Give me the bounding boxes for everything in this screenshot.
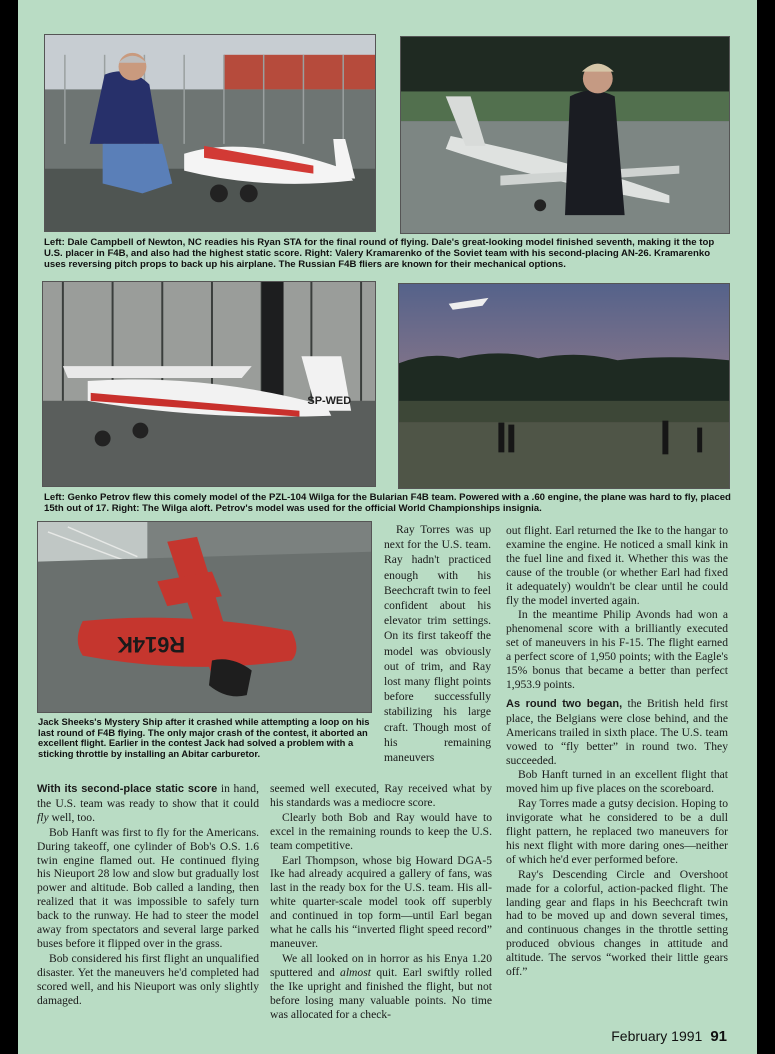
paragraph-enya-sputtered: We all looked on in horror as his Enya 1.20 sputtered and almost quit. Earl swiftly rolled the Ike upright and finished the flight, but not before losing many valuable points. No time was allocated for a check- <box>270 951 492 1021</box>
paragraph-descending-circle: Ray's Descending Circle and Overshoot made for a colorful, action-packed flight. The landing gear and flaps in his Beechcraft twin had to be moved up and down several times, and continuous changes in the throttle setting produced obvious changes in attitude and altitude. The servos “worked their little gears off.” <box>506 867 728 979</box>
paragraph-bob-hanft-disaster: Bob considered his first flight an unqualified disaster. Yet the maneuvers he'd completed had scored well, and his Nieuport was only slightly damaged. <box>37 951 259 1007</box>
caption-middle-photos: Left: Genko Petrov flew this comely model of the PZL-104 Wilga for the Bularian F4B team. Powered with a .60 engine, the plane was hard to fly, placed 15th out of 17. Right: The Wilga aloft. Petrov's model was used for the official World Championships insignia. <box>44 492 731 514</box>
photo-mystery-ship-crash <box>37 521 372 713</box>
article-column-narrow <box>384 522 491 766</box>
caption-crash-photo: Jack Sheeks's Mystery Ship after it crashed while attempting a loop on his last round of F4B flying. The only major crash of the contest, it aborted an excellent flight. Earlier in the contest Jack had solved a problem with a sticking throttle by installing an Abitar carburetor. <box>38 716 370 759</box>
paragraph-bob-hanft-excellent: Bob Hanft turned in an excellent flight that moved him up five places on the scoreboard. <box>506 768 728 796</box>
magazine-page <box>18 0 757 1054</box>
paragraph-round-two: As round two began, the British held first place, the Belgians were close behind, and the Americans trailed in sixth place. The U.S. team vowed to “fly better” in round two. They succeeded. <box>506 696 728 767</box>
photo-kramarenko-an26 <box>400 36 730 234</box>
paragraph-bob-hanft-first-flight: Bob Hanft was first to fly for the Americans. During takeoff, one cylinder of Bob's O.S. 1.6 twin engine flamed out. He continued flying his Nieuport 28 low and slow but gradually lost power and altitude. Bob called a landing, then realized that it was impossible to safely turn back to the runway. He had to steer the model away from spectators and several large parked buses before it flipped over in the grass. <box>37 825 259 950</box>
article-column-middle <box>270 782 492 1022</box>
photo-dale-campbell-ryan-sta <box>44 34 376 232</box>
photo-petrov-wilga <box>42 281 376 487</box>
lead-in-round-two: As round two began, <box>506 697 623 710</box>
mystery-ship-registration-label: R614K <box>117 631 186 657</box>
wilga-registration-label: SP-WED <box>307 394 352 407</box>
page-footer <box>611 1028 727 1045</box>
article-column-right <box>506 524 728 980</box>
photo-wilga-aloft <box>398 283 730 489</box>
paragraph-earl-thompson: Earl Thompson, whose big Howard DGA-5 Ike had already acquired a gallery of fans, was last in the ready box for the U.S. team. His all-white quarter-scale model took off superbly and continued in top form—until Earl began what he calls his “inverted flight speed record” maneuver. <box>270 853 492 950</box>
caption-top-photos: Left: Dale Campbell of Newton, NC readies his Ryan STA for the final round of flying. Dale's great-looking model finished seventh, making it the top U.S. placer in F4B, and also had the highest static score. Right: Valery Kramarenko of the Soviet team with his second-placing AN-26. Kramarenko uses reversing pitch props to back up his airplane. The Russian F4B fliers are known for their mechanical options. <box>44 237 715 270</box>
paragraph-checkout-flight: out flight. Earl returned the Ike to the hangar to examine the engine. He noticed a small kink in the fuel line and fixed it. Whether this was the cause of the trouble (or whether Earl had fixed it adequately) wouldn't be clear until he could fly the model inverted again. <box>506 524 728 607</box>
paragraph-excel-remaining: Clearly both Bob and Ray would have to excel in the remaining rounds to keep the U.S. team competitive. <box>270 810 492 852</box>
page-number: 91 <box>710 1028 727 1045</box>
paragraph-philip-avonds: In the meantime Philip Avonds had won a phenomenal score with a brilliantly executed set of maneuvers in his F-15. The flight earned a perfect score of 1,950 points; with the Eagle's 15% bonus that became a better than perfect 1,953.9 points. <box>506 608 728 691</box>
issue-date: February 1991 <box>611 1028 703 1044</box>
lead-in-static-score: With its second-place static score <box>37 783 218 795</box>
paragraph-ray-gutsy-decision: Ray Torres made a gutsy decision. Hoping to invigorate what he considered to be a dull flight pattern, he replaced two maneuvers for his next flight with more daring ones—neither of which he'd ever performed before. <box>506 797 728 866</box>
article-column-left <box>37 782 259 1009</box>
paragraph-ray-torres-intro: Ray Torres was up next for the U.S. team. Ray hadn't practiced enough with his Beechcraft twin to feel confident about his elevator trim settings. On its first takeoff the model was obviously out of trim, and Ray lost many flight points before successfully stabilizing his large craft. Though most of his remaining maneuvers <box>384 523 491 765</box>
paragraph-static-score: With its second-place static score in hand, the U.S. team was ready to show that it could fly well, too. <box>37 782 259 824</box>
paragraph-ray-score: seemed well executed, Ray received what by his standards was a mediocre score. <box>270 782 492 809</box>
